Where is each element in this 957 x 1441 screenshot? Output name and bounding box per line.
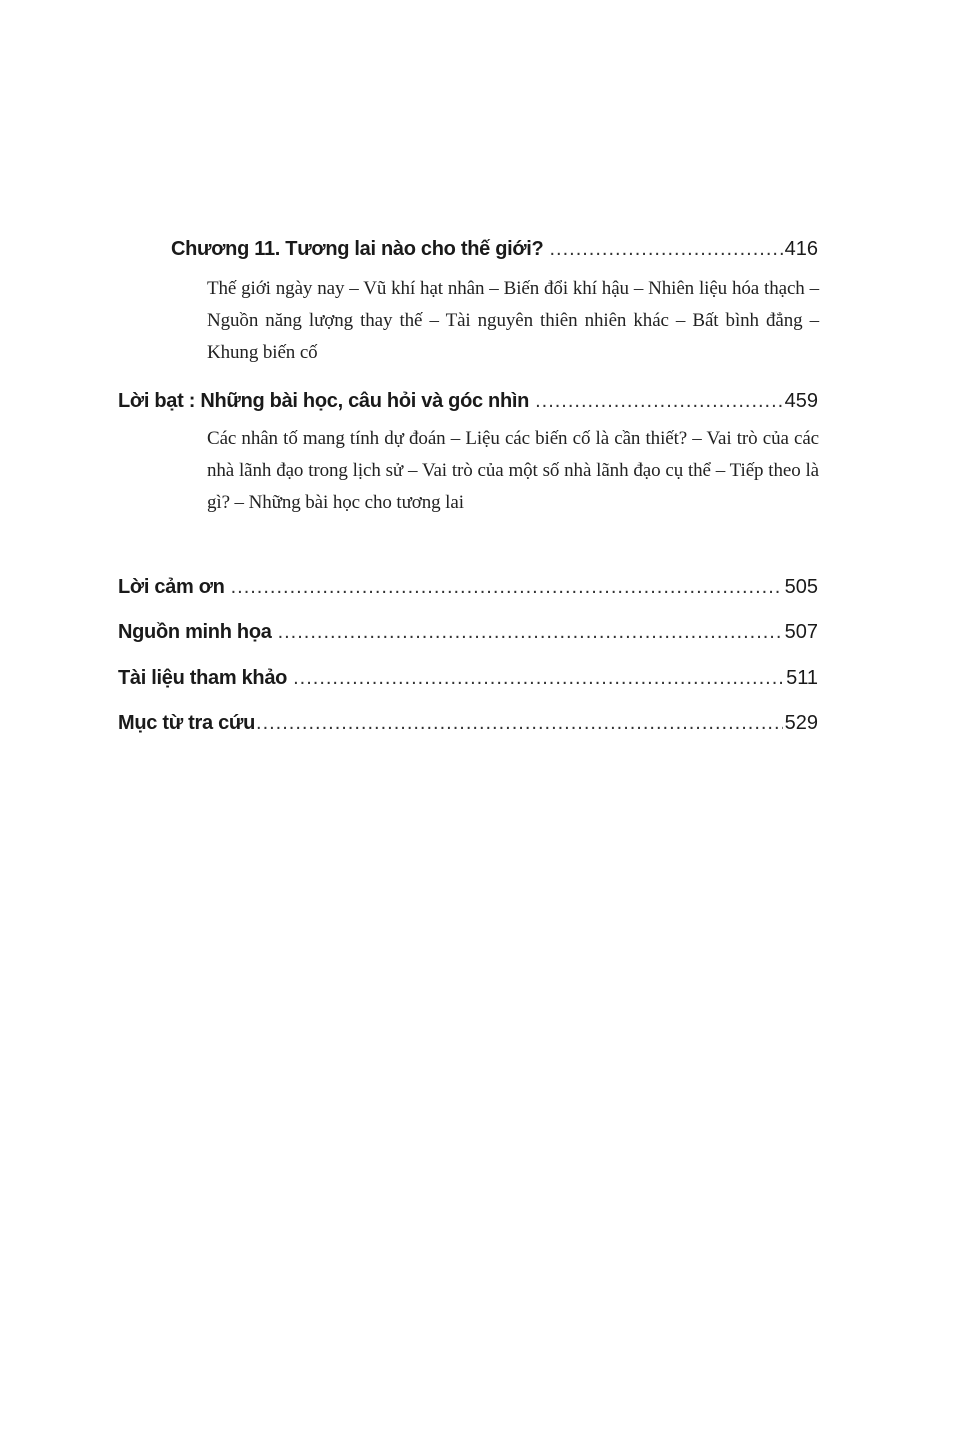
- toc-entry-references[interactable]: [118, 666, 818, 690]
- toc-entry-page-number: 416: [784, 238, 818, 260]
- dot-leader: [535, 389, 783, 413]
- dot-leader: [256, 711, 783, 735]
- toc-entry-title: Chương 11. Tương lai nào cho thế giới?: [171, 238, 544, 260]
- toc-entry-page-number: 529: [784, 712, 818, 734]
- toc-entry-page-number: 511: [786, 667, 818, 689]
- dot-leader: [549, 237, 782, 261]
- toc-entry-title: Nguồn minh họa: [118, 621, 272, 643]
- toc-entry-title: Lời cảm ơn: [118, 576, 225, 598]
- dot-leader: [278, 620, 783, 644]
- toc-entry-index[interactable]: [118, 711, 818, 735]
- toc-entry-page-number: 505: [784, 576, 818, 598]
- toc-entry-title: Mục từ tra cứu: [118, 712, 256, 734]
- toc-entry-title: Lời bạt : Những bài học, câu hỏi và góc nhìn: [118, 390, 530, 412]
- toc-entry-illustration-sources[interactable]: [118, 620, 818, 644]
- toc-entry-chapter-11[interactable]: [171, 237, 818, 261]
- toc-entry-description: Thế giới ngày nay – Vũ khí hạt nhân – Biến đổi khí hậu – Nhiên liệu hóa thạch – Nguồn năng lượng thay thế – Tài nguyên thiên nhiên khác – Bất bình đẳng – Khung biến cố: [207, 278, 819, 363]
- dot-leader: [231, 575, 783, 599]
- toc-entry-title: Tài liệu tham khảo: [118, 667, 288, 689]
- toc-entry-page-number: 459: [784, 390, 818, 412]
- dot-leader: [293, 666, 784, 690]
- toc-entry-page-number: 507: [784, 621, 818, 643]
- toc-entry-acknowledgements[interactable]: [118, 575, 818, 599]
- toc-entry-description: Các nhân tố mang tính dự đoán – Liệu các biến cố là cần thiết? – Vai trò của các nhà lãnh đạo trong lịch sử – Vai trò của một số nhà lãnh đạo cụ thể – Tiếp theo là gì? – Những bài học cho tương lai: [207, 428, 819, 513]
- toc-entry-afterword[interactable]: [118, 389, 818, 413]
